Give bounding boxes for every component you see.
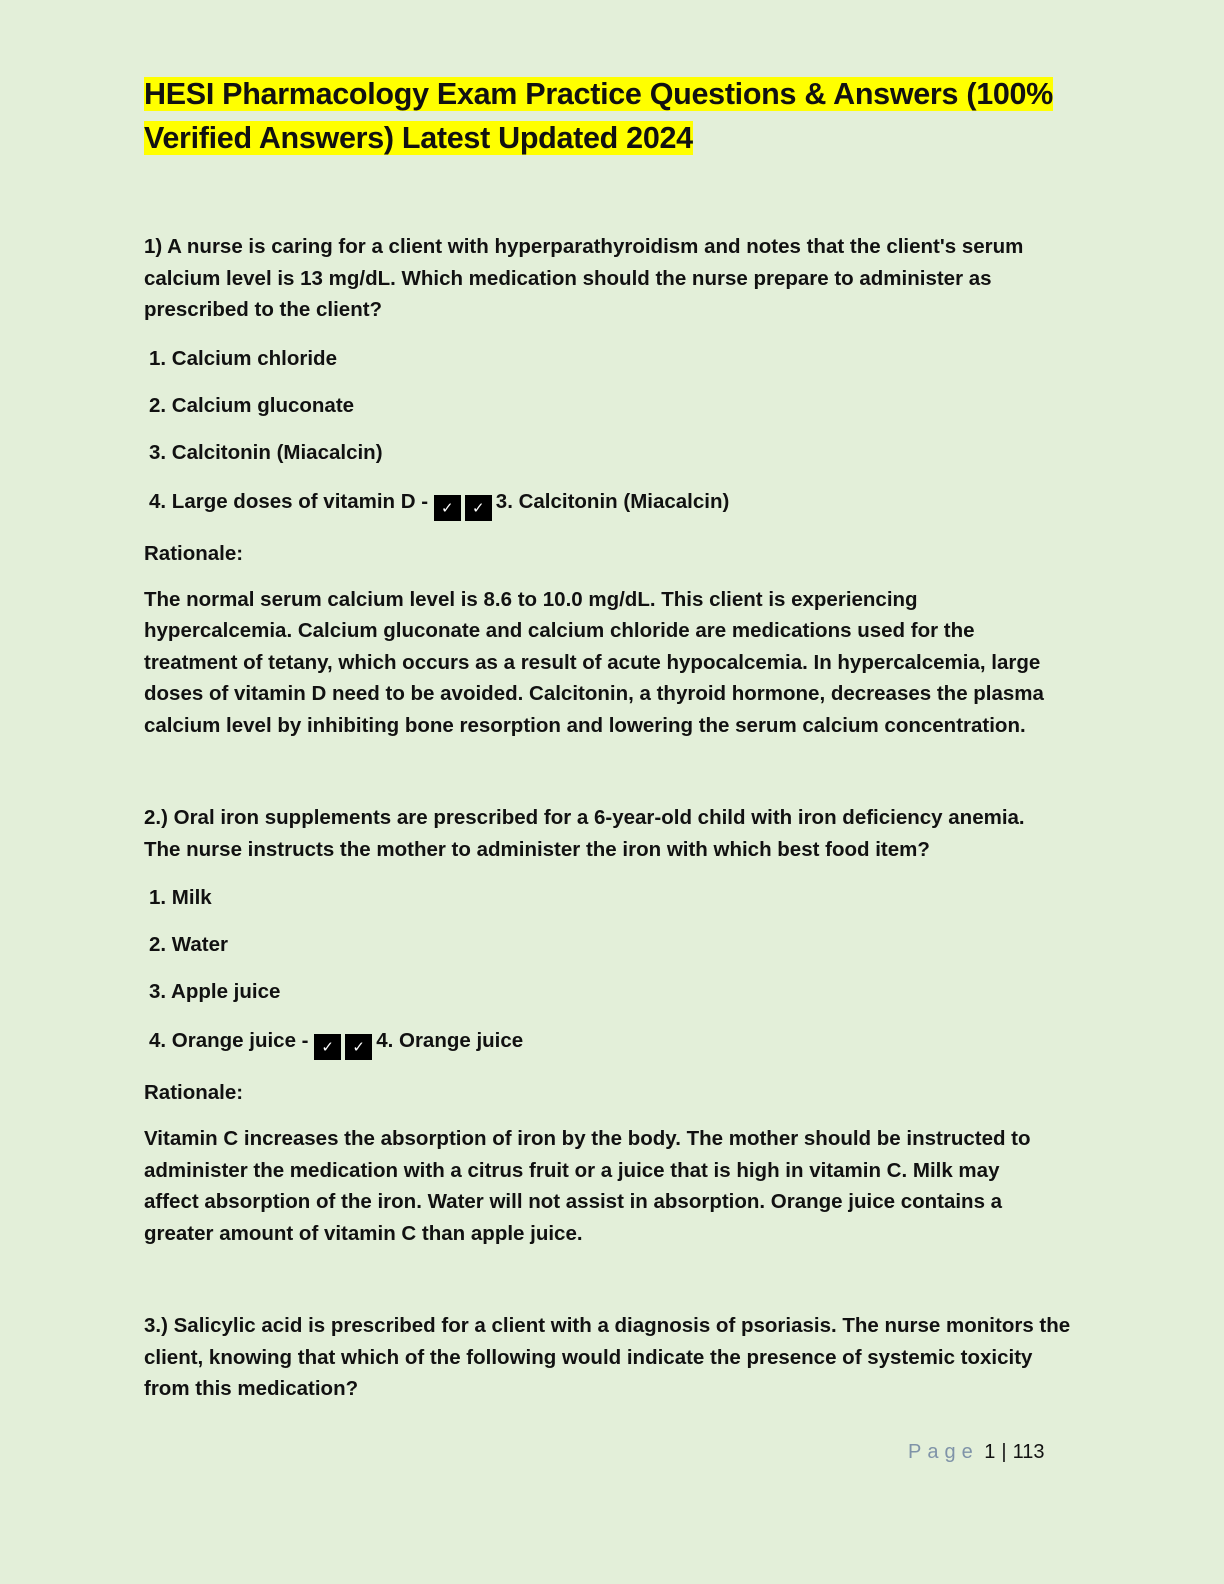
rationale-label: Rationale: <box>144 1081 244 1104</box>
option-3: 3. Calcitonin (Miacalcin) <box>149 440 383 464</box>
rationale-text: The normal serum calcium level is 8.6 to 10.0 mg/dL. This client is experiencing hypercalcemia. Calcium gluconate and calcium chloride are medications used for the treatment of tetany, which occurs as a result of acute hypocalcemia. In hypercalcemia, large doses of vitamin D need to be avoided. Calcitonin, a thyroid hormone, decreases the plasma calcium level by inhibiting bone resorption and lowering the serum calcium concentration. <box>144 587 1044 737</box>
option-1: 1. Calcium chloride <box>149 346 337 370</box>
page-title <box>144 72 1084 160</box>
correct-answer: 3. Calcitonin (Miacalcin) <box>495 489 730 513</box>
rationale-label: Rationale: <box>144 541 244 565</box>
document-page <box>144 72 1084 1405</box>
total-pages: 113 <box>1012 1441 1045 1463</box>
correct-answer: 4. Orange juice <box>376 1029 524 1052</box>
rationale-text: Vitamin C increases the absorption of iron by the body. The mother should be instructed to administer the medication with a citrus fruit or a juice that is high in vitamin C. Milk may affect absorption of the iron. Water will not assist in absorption. Orange juice contains a greater amount of vitamin C than apple juice. <box>144 1127 1031 1245</box>
check-icon: ✓ <box>434 495 461 521</box>
title-line-2: Verified Answers) Latest Updated 2024 <box>144 121 693 155</box>
question-text: 1) A nurse is caring for a client with hyperparathyroidism and notes that the client's serum calcium level is 13 mg/dL. Which medication should the nurse prepare to administer as prescribed to the client? <box>144 235 1024 321</box>
page-footer: Page 1 | 113 <box>908 1441 1045 1463</box>
page-label: Page <box>908 1441 979 1463</box>
option-2: 2. Calcium gluconate <box>149 393 355 417</box>
question-1 <box>144 231 1084 741</box>
question-text: 3.) Salicylic acid is prescribed for a client with a diagnosis of psoriasis. The nurse monitors the client, knowing that which of the following would indicate the presence of systemic toxicity from this medication? <box>144 1314 1071 1400</box>
option-2: 2. Water <box>149 933 228 956</box>
question-text: 2.) Oral iron supplements are prescribed for a 6-year-old child with iron deficiency anemia. The nurse instructs the mother to administer the iron with which best food item? <box>144 806 1025 861</box>
page-number: 1 <box>984 1441 996 1463</box>
check-icon: ✓ <box>314 1034 341 1060</box>
option-1: 1. Milk <box>149 886 212 909</box>
option-3: 3. Apple juice <box>149 980 281 1003</box>
check-icon: ✓ <box>345 1034 372 1060</box>
question-2 <box>144 802 1084 1249</box>
option-4-with-answer: 4. Orange juice - ✓ ✓ 4. Orange juice <box>144 1027 1084 1060</box>
option-4-with-answer: 4. Large doses of vitamin D - ✓ ✓ 3. Calcitonin (Miacalcin) <box>144 488 1084 521</box>
question-3 <box>144 1310 1084 1405</box>
title-line-1: HESI Pharmacology Exam Practice Questions & Answers (100% <box>144 77 1053 111</box>
check-icon: ✓ <box>465 495 492 521</box>
